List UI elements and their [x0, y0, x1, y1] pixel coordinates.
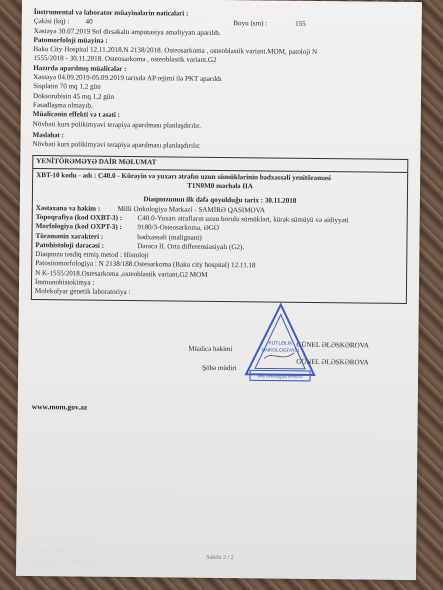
morphology-value: 9180/3-Osteosarkoma, ƏGO	[137, 223, 220, 233]
heading-instrumental: İnstrumental və laborator müayinələrin nəticələri :	[33, 8, 189, 18]
register-box	[31, 155, 408, 303]
height-value: 155	[295, 20, 306, 29]
document-page	[16, 0, 422, 580]
effect-text: Növbəti kurs polikimyəvi terapiya aparılması planlaşdırılır.	[32, 119, 201, 130]
patocyto-line-2: N K-1555/2018.Ostesarkoma ,osteoblastik variant,G2 MOM	[35, 268, 208, 279]
stamp-text-bottom: Milli Onkologiya Mərkəzi	[257, 373, 303, 379]
doctor-label: Müalicə həkimi	[188, 344, 233, 354]
treatment-text-2: Sisplatin 70 mq 1,2 gün	[33, 82, 101, 92]
character-label: Törəmənin xarakteri :	[35, 231, 104, 241]
topography-label: Topoqrafiya (kod OXBT-3) :	[35, 212, 123, 222]
surgery-line: Xəstəyə 30.07.2019 Sol dirsəkaltı amputasiya əməliyyatı aparılıb.	[33, 26, 221, 37]
advice-text: Növbəti kurs polikimyəvi terapiya aparılması planlaşdırılır.	[32, 140, 201, 150]
first-diagnosis: Diaqnozunun ilk dəfə qoyulduğu tarix : 30.11.2018	[143, 195, 297, 206]
patomorph-title: Patomorfoloji müayinə :	[33, 35, 108, 45]
register-header: YENİTÖRƏMƏYƏ DAİR MƏLUMAT	[33, 156, 407, 172]
stage-line: T1N0M0 mərhələ IIA	[187, 181, 253, 191]
treatment-text-1: Xəstəyə 04.09.2019-05.09.2019 tarixdə AP rejimi ilə PKT aparıldı	[33, 73, 222, 84]
camera-watermark	[22, 544, 97, 570]
watermark-model: REDMI NOTE 8	[37, 545, 98, 555]
watermark-line-2: AI QUAD CAMERA	[22, 558, 96, 568]
height-label: Boyu (sm) :	[233, 19, 268, 28]
immunohistochemistry: İmmunohistokimya :	[34, 278, 95, 287]
doctor-name: GÜNEL ƏLƏSKƏROVA	[296, 340, 369, 350]
treatment-text-3: Doksorubisin 45 mq 1,2 gün	[32, 91, 115, 101]
register-body	[32, 169, 407, 303]
histology-value: Dərəcə II. Orta differensiasiyalı (G2).	[137, 241, 245, 252]
head-name: GÜNEL ƏLƏSKƏROVA	[296, 357, 369, 367]
camera-lens-icon	[22, 545, 33, 556]
patomorph-text-2: 1555/2018 - 30.11.2018. Osteosarkoma , osteoblastik variant.G2	[33, 54, 217, 65]
stamp-text-top: KÜTLƏLİK	[268, 340, 293, 347]
morphology-label: Morfologiya (kod OXPT-3) :	[35, 222, 122, 232]
character-value: bədxassəli (malignant)	[137, 232, 202, 242]
treatment-text-4: Fəsadlaşma olmayıb.	[32, 100, 93, 110]
stamp-text-mid: ONKOLOGİYASI	[261, 347, 300, 354]
histology-label: Patohistoloji dərəcəsi :	[35, 240, 105, 250]
document-content	[31, 8, 410, 304]
weight-label: Çəkisi (kq) :	[33, 17, 70, 26]
effect-title: Müalicənin effekti və t əsəti :	[32, 110, 121, 120]
patomorph-text-1: Baku City Hospital 12.11.2018.N 2138/2018. Osteosarkoma , osteoblastik variant.MOM, patoloji N	[33, 45, 318, 57]
treatment-title: Hazırda aparılmış müalicələr :	[33, 63, 127, 73]
topography-value: C40.0-Yuxarı ətrafların uzun borulu sümükləri, kürək sümüyü və aidiyyəti	[137, 214, 349, 225]
website-url: www.mom.gov.az	[31, 402, 88, 412]
xbt-label: XBT-10 kodu - adı :	[36, 170, 97, 180]
stamp-graphic	[242, 300, 319, 385]
weight-value: 40	[85, 17, 93, 26]
patocyto-line-1: Patositomorfologiya : N 2138/188.Ostesarkoma (Baku city hospital) 12.11.18	[35, 259, 256, 270]
watermark-line-1	[22, 544, 97, 557]
page-number: Səhifə 2 / 2	[206, 554, 234, 562]
hospital-value: Milli Onkologiya Mərkəzi - SAMİRƏ QASIMOVA	[117, 204, 266, 215]
confirm-method: Diaqnozu təsdiq etmiş metod : Histoloji	[35, 250, 149, 260]
molecular-lab: Molekulyar genetik laboratoriya :	[34, 287, 131, 297]
advice-title: Məsləhət :	[32, 130, 64, 140]
head-label: Şöbə müdiri	[202, 363, 237, 373]
xbt-value: C40.0 - Kürəyin və yuxarı ətrafın uzun sümüklərinin bədxassəli yenitörəməsi	[97, 171, 331, 182]
hospital-label: Xəstəxana və həkim :	[35, 203, 101, 213]
official-stamp	[242, 300, 319, 385]
